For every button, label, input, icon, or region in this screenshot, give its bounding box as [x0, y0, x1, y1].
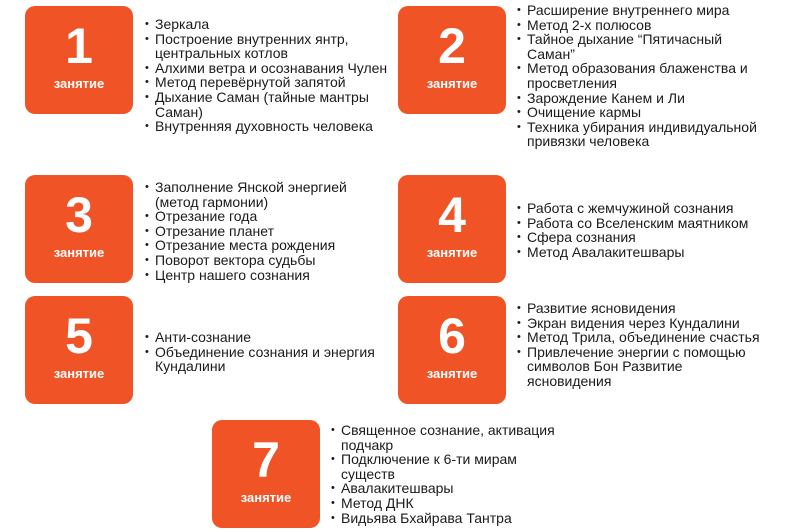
- lesson-badge: [25, 6, 133, 114]
- lesson-label: занятие: [426, 366, 478, 381]
- list-item: • Построение внутренних янтр, центральных котлов: [145, 32, 390, 61]
- lesson-topics: [517, 3, 767, 149]
- list-item: • Очищение кармы: [517, 105, 767, 120]
- lesson-topics: [517, 201, 782, 259]
- list-item: • Отрезание места рождения: [145, 238, 390, 253]
- list-item: • Отрезание планет: [145, 224, 390, 239]
- list-item: • Зарождение Канем и Ли: [517, 91, 767, 106]
- lesson-number: 1: [65, 18, 93, 74]
- list-item: • Авалакитешвары: [331, 481, 571, 496]
- list-item: • Метод ДНК: [331, 496, 571, 511]
- list-item: • Центр нашего сознания: [145, 268, 390, 283]
- list-item: • Развитие ясновидения: [517, 301, 767, 316]
- lesson-number: 7: [252, 432, 280, 488]
- lesson-number: 3: [65, 187, 93, 243]
- lesson-label: занятие: [53, 76, 105, 91]
- list-item: • Метод перевёрнутой запятой: [145, 75, 390, 90]
- list-item: • Священное сознание, активация подчакр: [331, 423, 571, 452]
- lesson-badge: [398, 6, 506, 114]
- lesson-number: 4: [438, 187, 466, 243]
- lesson-topics: [517, 301, 767, 389]
- list-item: • Анти-сознание: [145, 330, 390, 345]
- lesson-topics: [145, 17, 390, 134]
- list-item: • Метод Трила, объединение счастья: [517, 330, 767, 345]
- list-item: • Заполнение Янской энергией (метод гармонии): [145, 180, 390, 209]
- lesson-label: занятие: [53, 366, 105, 381]
- lesson-badge: [25, 296, 133, 404]
- lesson-number: 6: [438, 308, 466, 364]
- lesson-label: занятие: [53, 245, 105, 260]
- list-item: • Экран видения через Кундалини: [517, 316, 767, 331]
- list-item: • Тайное дыхание “Пятичасный Саман”: [517, 32, 767, 61]
- lesson-label: занятие: [426, 76, 478, 91]
- list-item: • Внутренняя духовность человека: [145, 119, 390, 134]
- lesson-label: занятие: [240, 490, 292, 505]
- lesson-badge: [212, 420, 320, 528]
- list-item: • Работа с жемчужиной сознания: [517, 201, 782, 216]
- lesson-badge: [25, 175, 133, 283]
- lesson-badge: [398, 175, 506, 283]
- lesson-number: 5: [65, 308, 93, 364]
- list-item: • Метод 2-х полюсов: [517, 18, 767, 33]
- list-item: • Отрезание года: [145, 209, 390, 224]
- list-item: • Зеркала: [145, 17, 390, 32]
- lesson-label: занятие: [426, 245, 478, 260]
- list-item: • Метод Авалакитешвары: [517, 245, 782, 260]
- list-item: • Расширение внутреннего мира: [517, 3, 767, 18]
- list-item: • Поворот вектора судьбы: [145, 253, 390, 268]
- list-item: • Привлечение энергии с помощью символов Бон Развитие ясновидения: [517, 345, 767, 389]
- lesson-badge: [398, 296, 506, 404]
- list-item: • Видьява Бхайрава Тантра: [331, 511, 571, 526]
- lesson-topics: [145, 180, 390, 282]
- lesson-number: 2: [438, 18, 466, 74]
- list-item: • Работа со Вселенским маятником: [517, 216, 782, 231]
- list-item: • Алхими ветра и осознавания Чулен: [145, 61, 390, 76]
- list-item: • Техника убирания индивидуальной привязки человека: [517, 120, 767, 149]
- list-item: • Сфера сознания: [517, 230, 782, 245]
- list-item: • Подключение к 6-ти мирам существ: [331, 452, 571, 481]
- lesson-topics: [331, 423, 571, 525]
- lesson-topics: [145, 330, 390, 374]
- list-item: • Объединение сознания и энергия Кундалини: [145, 345, 390, 374]
- list-item: • Дыхание Саман (тайные мантры Саман): [145, 90, 390, 119]
- list-item: • Метод образования блаженства и просветления: [517, 61, 767, 90]
